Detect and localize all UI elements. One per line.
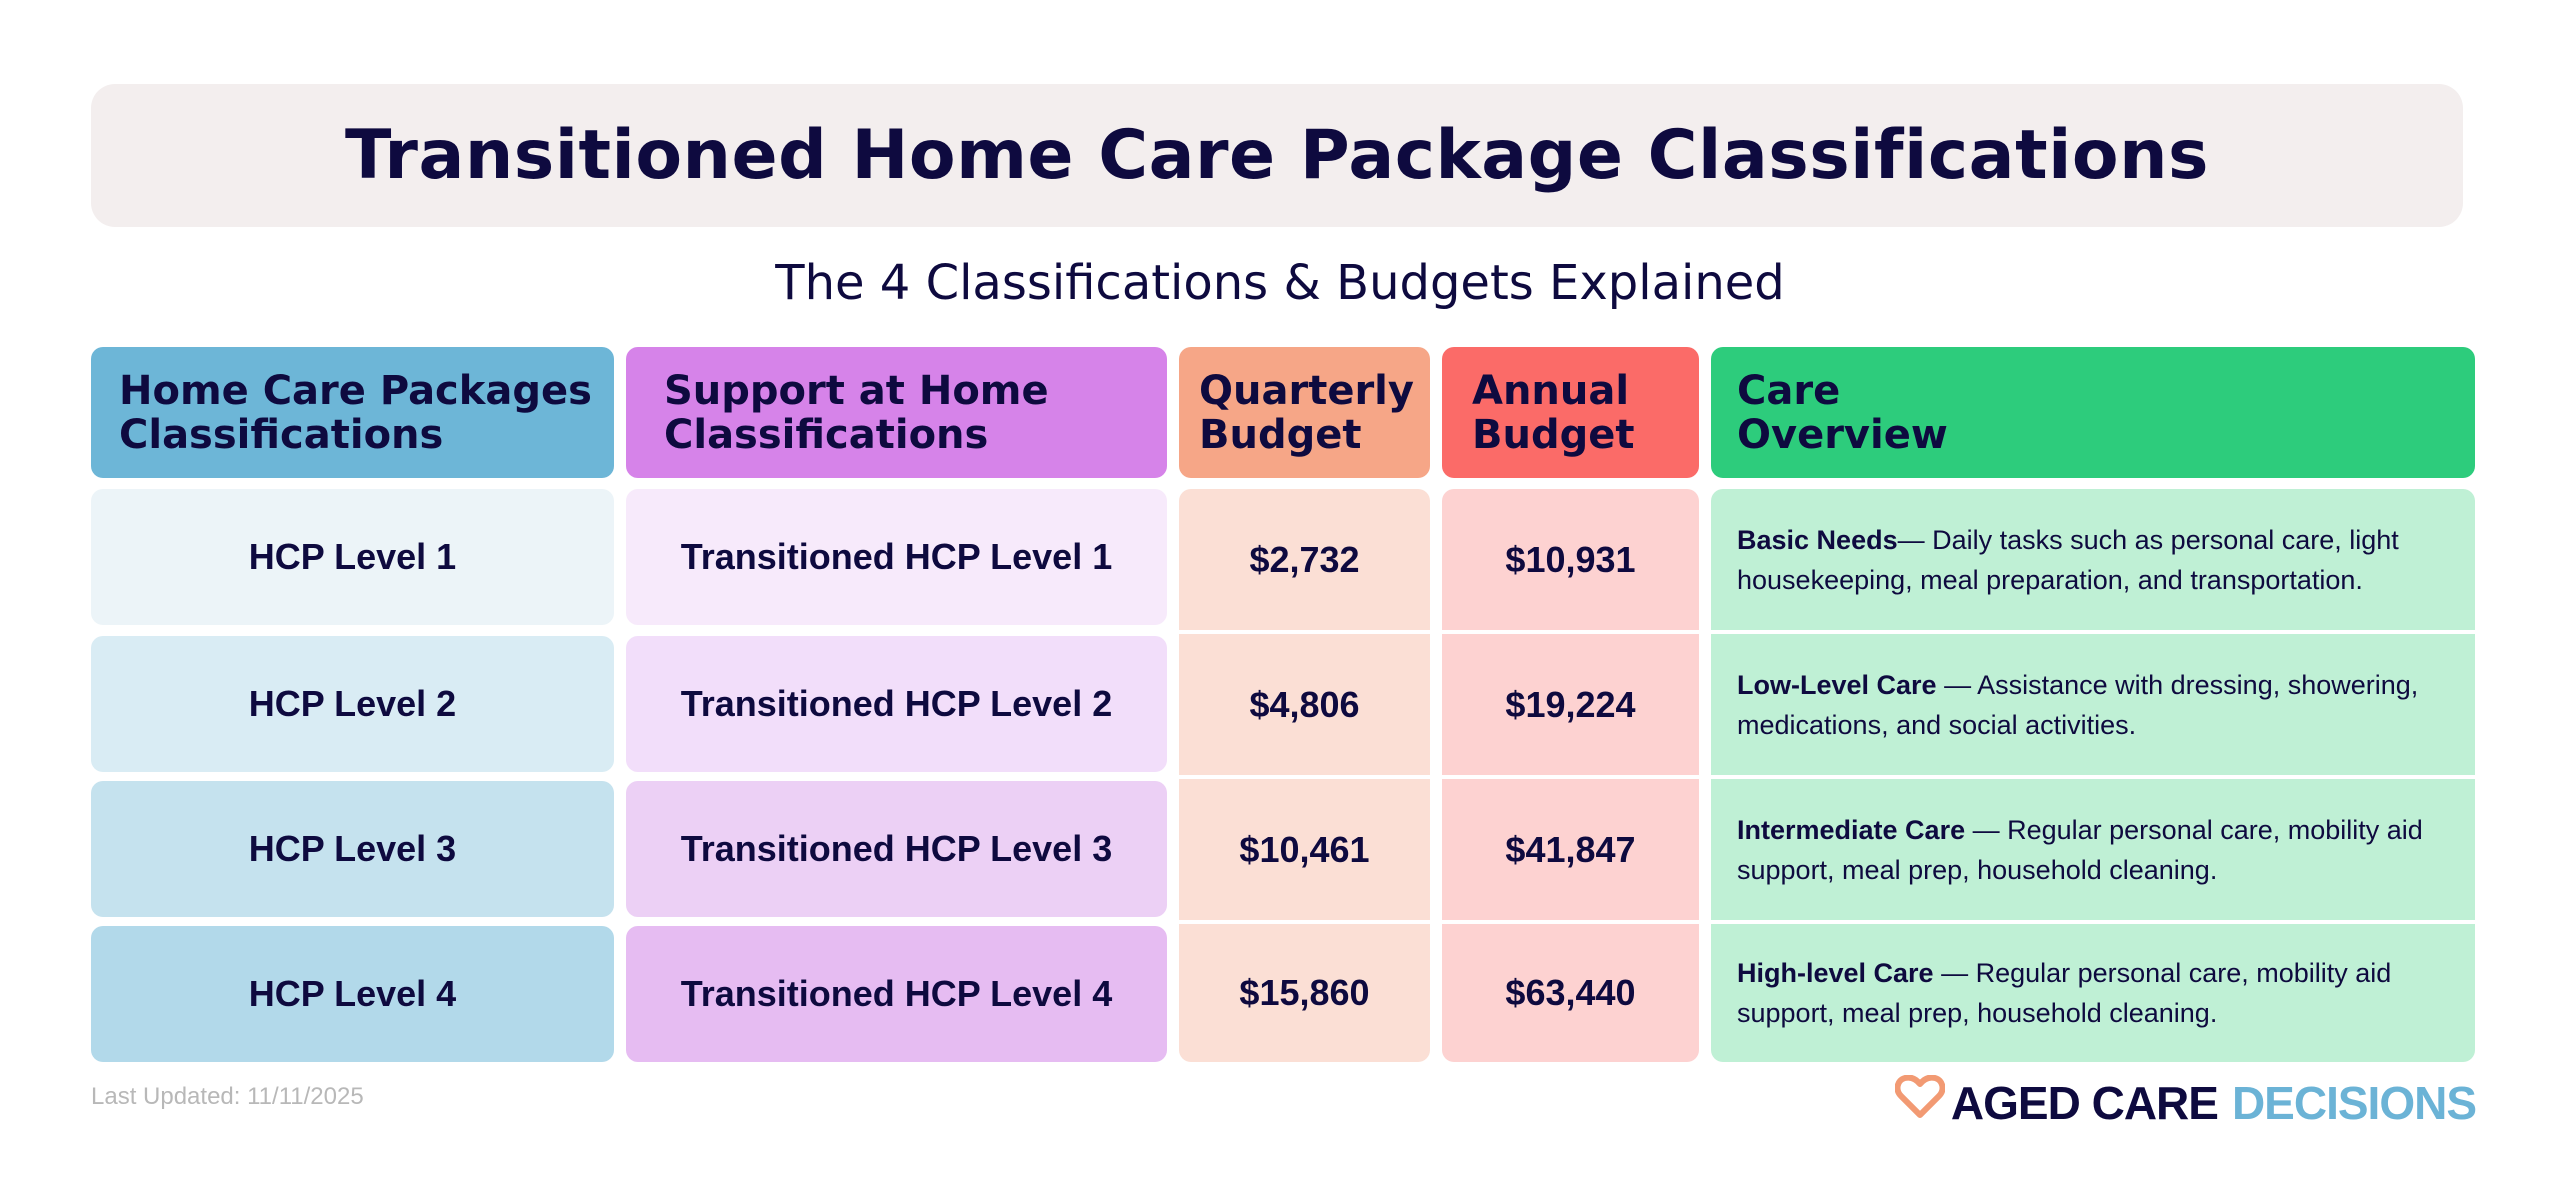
annual-budget-cell: $41,847 bbox=[1442, 779, 1699, 920]
care-overview-cell bbox=[1711, 489, 2475, 630]
annual-budget-cell: $63,440 bbox=[1442, 924, 1699, 1062]
sah-level-cell: Transitioned HCP Level 3 bbox=[626, 781, 1167, 917]
care-level-name: Low-Level Care bbox=[1737, 669, 1937, 700]
header-hcp-classifications: Home Care Packages Classifications bbox=[91, 347, 614, 478]
logo-word-decisions: DECISIONS bbox=[2231, 1076, 2476, 1129]
care-description: — Regular personal care, mobility aid support, meal prep, household cleaning. bbox=[1737, 958, 2392, 1028]
sah-level-cell: Transitioned HCP Level 4 bbox=[626, 926, 1167, 1062]
quarterly-budget-cell: $4,806 bbox=[1179, 634, 1430, 775]
header-annual-budget: Annual Budget bbox=[1442, 347, 1699, 478]
aged-care-decisions-logo bbox=[1895, 1075, 2476, 1130]
heart-icon bbox=[1895, 1075, 1951, 1130]
last-updated-text: Last Updated: 11/11/2025 bbox=[91, 1083, 364, 1110]
title-banner bbox=[91, 84, 2463, 227]
sah-level-cell: Transitioned HCP Level 1 bbox=[626, 489, 1167, 625]
care-description: — Assistance with dressing, showering, medications, and social activities. bbox=[1737, 669, 2419, 740]
care-description: — Regular personal care, mobility aid support, meal prep, household cleaning. bbox=[1737, 814, 2423, 885]
header-quarterly-budget: Quarterly Budget bbox=[1179, 347, 1430, 478]
header-sah-classifications: Support at Home Classifications bbox=[626, 347, 1167, 478]
sah-level-cell: Transitioned HCP Level 2 bbox=[626, 636, 1167, 772]
hcp-level-cell: HCP Level 1 bbox=[91, 489, 614, 625]
annual-budget-cell: $10,931 bbox=[1442, 489, 1699, 630]
quarterly-budget-cell: $15,860 bbox=[1179, 924, 1430, 1062]
care-level-name: High-level Care bbox=[1737, 958, 1934, 988]
quarterly-budget-cell: $10,461 bbox=[1179, 779, 1430, 920]
logo-word-aged-care: AGED CARE bbox=[1950, 1076, 2218, 1129]
quarterly-budget-cell: $2,732 bbox=[1179, 489, 1430, 630]
hcp-level-cell: HCP Level 4 bbox=[91, 926, 614, 1062]
header-care-overview: Care Overview bbox=[1711, 347, 2475, 478]
hcp-level-cell: HCP Level 2 bbox=[91, 636, 614, 772]
care-level-name: Basic Needs bbox=[1737, 524, 1898, 555]
care-level-name: Intermediate Care bbox=[1737, 814, 1966, 845]
care-description: — Daily tasks such as personal care, light housekeeping, meal preparation, and transportation. bbox=[1737, 524, 2399, 595]
care-overview-cell bbox=[1711, 779, 2475, 920]
care-overview-cell bbox=[1711, 634, 2475, 775]
page-title: Transitioned Home Care Package Classifications bbox=[345, 116, 2209, 195]
annual-budget-cell: $19,224 bbox=[1442, 634, 1699, 775]
page-subtitle: The 4 Classifications & Budgets Explained bbox=[775, 255, 1785, 311]
hcp-level-cell: HCP Level 3 bbox=[91, 781, 614, 917]
care-overview-cell bbox=[1711, 924, 2475, 1062]
